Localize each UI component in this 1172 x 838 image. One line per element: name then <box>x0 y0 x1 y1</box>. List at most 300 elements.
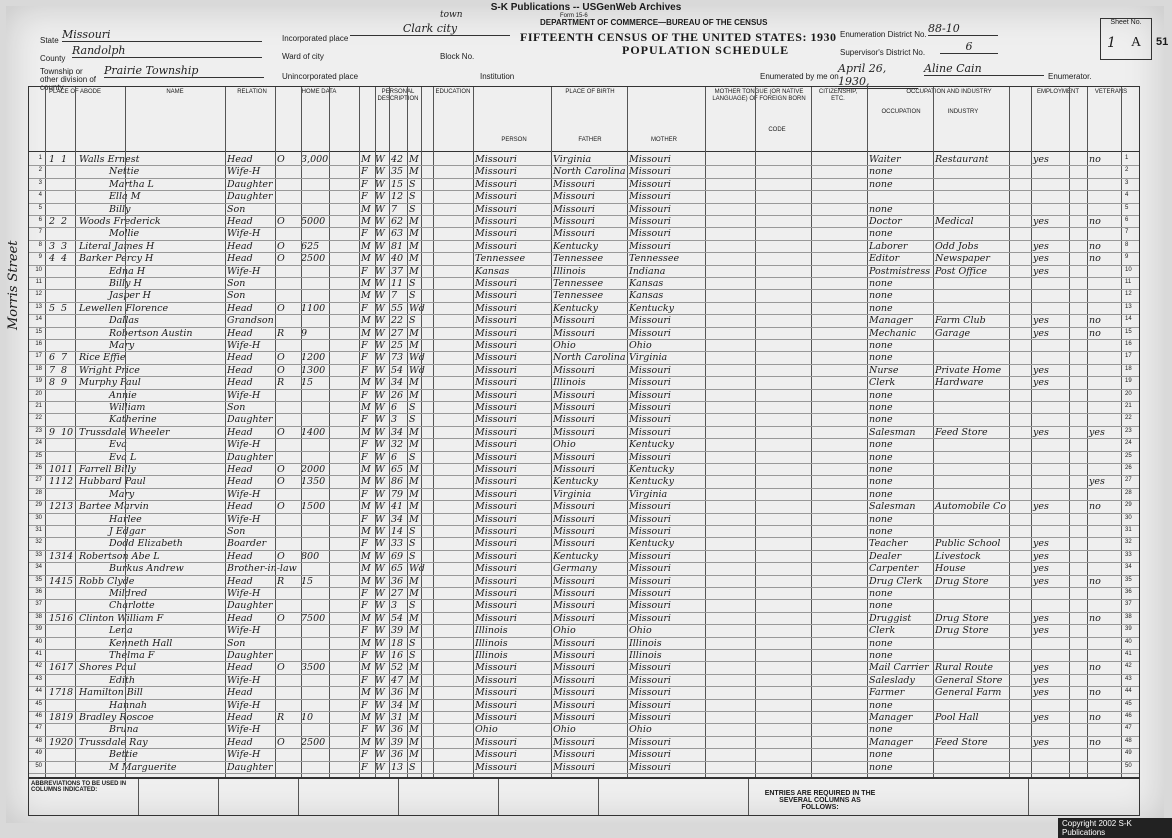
employed: yes <box>1033 625 1049 637</box>
birthplace-mother: Missouri <box>629 662 671 674</box>
relation: Daughter <box>227 600 273 612</box>
age: 69 <box>391 550 404 562</box>
line-number-right: 12 <box>1125 291 1132 298</box>
birthplace-person: Missouri <box>475 749 517 761</box>
line-number-right: 37 <box>1125 601 1132 608</box>
marital-status: M <box>409 240 419 252</box>
line-number: 48 <box>35 737 42 744</box>
age: 11 <box>391 278 404 289</box>
industry: Livestock <box>935 550 981 562</box>
line-number-right: 38 <box>1125 613 1132 620</box>
marital-status: M <box>409 154 419 165</box>
person-name: Lewellen Florence <box>79 302 169 314</box>
relation: Daughter <box>227 178 273 190</box>
line-number-right: 1 <box>1125 155 1129 161</box>
sheet-number-box <box>1100 18 1152 60</box>
supervisor-value: 6 <box>940 40 998 54</box>
birthplace-father: Kentucky <box>553 476 598 488</box>
birthplace-person: Missouri <box>475 278 517 289</box>
marital-status: M <box>409 712 419 723</box>
occupation: none <box>869 389 893 401</box>
sex: M <box>361 315 371 327</box>
relation: Head <box>227 364 253 376</box>
employed: yes <box>1033 687 1049 699</box>
relation: Wife-H <box>227 724 261 736</box>
birthplace-person: Missouri <box>475 538 517 550</box>
family-number: 3 <box>61 240 68 252</box>
line-number: 41 <box>35 651 42 657</box>
birthplace-mother: Missouri <box>629 315 671 327</box>
marital-status: S <box>409 761 416 773</box>
race: W <box>375 662 385 674</box>
birthplace-person: Missouri <box>475 302 517 314</box>
dwelling-number: 8 <box>49 377 56 389</box>
relation: Daughter <box>227 761 273 773</box>
relation: Head <box>227 426 253 438</box>
table-row-divider <box>29 525 1139 526</box>
home-value: 2500 <box>301 253 326 265</box>
occupation: Editor <box>869 253 900 265</box>
age: 3 <box>391 414 398 426</box>
birthplace-person: Missouri <box>475 426 517 438</box>
age: 15 <box>391 178 404 190</box>
line-number-right: 7 <box>1125 229 1129 236</box>
employed: yes <box>1033 240 1049 252</box>
occupation: none <box>869 166 893 178</box>
relation: Head <box>227 154 253 165</box>
dwelling-number: 7 <box>49 364 56 376</box>
occupation: Carpenter <box>869 563 919 575</box>
employed: yes <box>1033 154 1049 165</box>
age: 39 <box>391 625 404 637</box>
relation: Head <box>227 550 253 562</box>
relation: Wife-H <box>227 749 261 761</box>
birthplace-mother: Missouri <box>629 377 671 389</box>
birthplace-father: Missouri <box>553 699 595 711</box>
person-name: Katherine <box>109 414 157 426</box>
table-row-divider <box>29 364 1139 365</box>
birthplace-mother: Missouri <box>629 526 671 537</box>
sex: M <box>361 712 371 723</box>
sex: F <box>361 588 368 599</box>
line-number: 10 <box>35 266 42 273</box>
industry: Automobile Co <box>935 501 1007 513</box>
table-row-divider <box>29 699 1139 700</box>
sex: F <box>361 488 368 500</box>
col-employment: EMPLOYMENT <box>1036 89 1079 95</box>
sheet-label: Sheet No. <box>1110 19 1142 26</box>
line-number: 46 <box>35 713 42 719</box>
marital-status: M <box>409 253 419 265</box>
line-number: 18 <box>35 365 42 372</box>
line-number-right: 46 <box>1125 713 1132 719</box>
relation: Boarder <box>227 538 267 550</box>
occupation: Mail Carrier <box>869 662 929 674</box>
col-education: EDUCATION <box>435 89 471 95</box>
marital-status: S <box>409 402 416 413</box>
enumerator-name: Aline Cain <box>924 62 1044 76</box>
home-tenure: O <box>277 154 285 165</box>
sex: F <box>361 352 368 364</box>
occupation: none <box>869 352 893 364</box>
line-number: 19 <box>35 378 42 385</box>
line-number-right: 19 <box>1125 378 1132 385</box>
marital-status: M <box>409 575 419 587</box>
line-number: 39 <box>35 626 42 633</box>
relation: Son <box>227 402 246 413</box>
line-number-right: 50 <box>1125 762 1132 769</box>
relation: Wife-H <box>227 625 261 637</box>
marital-status: M <box>409 439 419 451</box>
age: 6 <box>391 402 398 413</box>
abbrev-title: ABBREVIATIONS TO BE USED IN COLUMNS INDICATED: <box>29 779 139 815</box>
birthplace-mother: Ohio <box>629 340 652 351</box>
person-name: Nettie <box>109 166 140 178</box>
line-number-right: 9 <box>1125 254 1129 261</box>
birthplace-father: Missouri <box>553 513 595 525</box>
occupation: Waiter <box>869 154 901 165</box>
sheet-side: A <box>1131 35 1142 50</box>
birthplace-mother: Ohio <box>629 724 652 736</box>
employed: yes <box>1033 216 1049 227</box>
race: W <box>375 315 385 327</box>
industry: House <box>935 563 966 575</box>
race: W <box>375 327 385 339</box>
birthplace-mother: Missouri <box>629 563 671 575</box>
age: 79 <box>391 488 404 500</box>
employed: yes <box>1033 674 1049 686</box>
person-name: Mary <box>109 488 135 500</box>
race: W <box>375 761 385 773</box>
sex: F <box>361 674 368 686</box>
population-schedule-table <box>28 86 1140 778</box>
table-row-divider <box>29 562 1139 563</box>
birthplace-father: Ohio <box>553 340 576 351</box>
person-name: Bruna <box>109 724 139 736</box>
birthplace-father: Ohio <box>553 625 576 637</box>
employed: yes <box>1033 662 1049 674</box>
birthplace-father: Missouri <box>553 364 595 376</box>
birthplace-person: Kansas <box>475 265 510 277</box>
industry: Restaurant <box>935 154 989 165</box>
birthplace-mother: Missouri <box>629 228 671 240</box>
family-number: 5 <box>61 302 68 314</box>
race: W <box>375 166 385 178</box>
sex: M <box>361 240 371 252</box>
table-row-divider <box>29 537 1139 538</box>
person-name: Burkus Andrew <box>109 563 184 575</box>
sex: F <box>361 414 368 426</box>
line-number-right: 29 <box>1125 502 1132 509</box>
line-number-right: 31 <box>1125 527 1132 533</box>
sex: M <box>361 154 371 165</box>
race: W <box>375 563 385 575</box>
footer-box-1 <box>139 779 219 815</box>
occupation: Postmistress <box>869 265 931 277</box>
sex: F <box>361 625 368 637</box>
race: W <box>375 724 385 736</box>
family-number: 15 <box>61 575 74 587</box>
relation: Head <box>227 736 253 748</box>
industry: Odd Jobs <box>935 240 979 252</box>
footer-box-7 <box>879 779 1029 815</box>
footer-box-4 <box>399 779 499 815</box>
person-name: Eva <box>109 439 127 451</box>
family-number: 14 <box>61 550 74 562</box>
sex: F <box>361 600 368 612</box>
birthplace-mother: Kentucky <box>629 439 674 451</box>
age: 86 <box>391 476 404 488</box>
birthplace-father: Tennessee <box>553 278 604 289</box>
birthplace-mother: Missouri <box>629 191 671 203</box>
family-number: 9 <box>61 377 68 389</box>
occupation: none <box>869 402 893 413</box>
home-value: 15 <box>301 377 314 389</box>
township-value: Prairie Township <box>104 64 264 78</box>
occupation: Doctor <box>869 216 902 227</box>
table-row-divider <box>29 265 1139 266</box>
table-row-divider <box>29 413 1139 414</box>
race: W <box>375 426 385 438</box>
birthplace-person: Missouri <box>475 154 517 165</box>
birthplace-father: Tennessee <box>553 290 604 302</box>
age: 36 <box>391 749 404 761</box>
table-row-divider <box>29 351 1139 352</box>
race: W <box>375 265 385 277</box>
birthplace-mother: Tennessee <box>629 253 680 265</box>
industry: Drug Store <box>935 612 989 624</box>
occupation: Dealer <box>869 550 902 562</box>
line-number-right: 44 <box>1125 688 1132 695</box>
dwelling-number: 9 <box>49 426 56 438</box>
line-number-right: 32 <box>1125 539 1132 546</box>
age: 27 <box>391 327 404 339</box>
age: 41 <box>391 501 404 513</box>
relation: Head <box>227 253 253 265</box>
veteran: no <box>1089 736 1101 748</box>
schedule-title: POPULATION SCHEDULE <box>622 43 790 57</box>
race: W <box>375 550 385 562</box>
line-number: 37 <box>35 601 42 608</box>
col-home-data: HOME DATA <box>301 89 337 95</box>
home-value: 3,000 <box>301 154 329 165</box>
marital-status: S <box>409 650 416 661</box>
sex: F <box>361 749 368 761</box>
birthplace-mother: Kansas <box>629 290 664 302</box>
person-name: Mildred <box>109 588 148 599</box>
veteran: no <box>1089 687 1101 699</box>
age: 32 <box>391 439 404 451</box>
line-number: 12 <box>35 291 42 298</box>
sex: M <box>361 687 371 699</box>
marital-status: Wd <box>409 563 425 575</box>
enumerator-suffix: Enumerator. <box>1048 72 1092 81</box>
line-number: 16 <box>35 341 42 347</box>
line-number-right: 28 <box>1125 489 1132 496</box>
line-number: 50 <box>35 762 42 769</box>
birthplace-father: Missouri <box>553 612 595 624</box>
birthplace-father: Tennessee <box>553 253 604 265</box>
birthplace-father: Virginia <box>553 154 592 165</box>
age: 37 <box>391 265 404 277</box>
employed: yes <box>1033 538 1049 550</box>
birthplace-person: Missouri <box>475 340 517 351</box>
birthplace-person: Missouri <box>475 166 517 178</box>
birthplace-mother: Missouri <box>629 699 671 711</box>
employed: yes <box>1033 563 1049 575</box>
occupation: Druggist <box>869 612 912 624</box>
occupation: none <box>869 302 893 314</box>
birthplace-mother: Virginia <box>629 488 668 500</box>
home-value: 3500 <box>301 662 326 674</box>
birthplace-person: Missouri <box>475 600 517 612</box>
sex: M <box>361 736 371 748</box>
birthplace-mother: Missouri <box>629 402 671 413</box>
birthplace-mother: Missouri <box>629 364 671 376</box>
birthplace-mother: Missouri <box>629 600 671 612</box>
marital-status: Wd <box>409 352 425 364</box>
marital-status: S <box>409 278 416 289</box>
home-tenure: R <box>277 377 285 389</box>
sex: F <box>361 178 368 190</box>
race: W <box>375 674 385 686</box>
occupation: none <box>869 464 893 475</box>
table-row-divider <box>29 451 1139 452</box>
subhdr-code: CODE <box>768 127 786 133</box>
birthplace-father: Missouri <box>553 575 595 587</box>
birthplace-person: Missouri <box>475 377 517 389</box>
table-row-divider <box>29 661 1139 662</box>
line-number-right: 48 <box>1125 737 1132 744</box>
sex: M <box>361 426 371 438</box>
marital-status: M <box>409 464 419 475</box>
race: W <box>375 513 385 525</box>
relation: Wife-H <box>227 228 261 240</box>
person-name: Hamilton Bill <box>79 687 143 699</box>
marital-status: M <box>409 699 419 711</box>
age: 26 <box>391 389 404 401</box>
col-place-of-birth: PLACE OF BIRTH <box>565 89 615 95</box>
sex: F <box>361 364 368 376</box>
race: W <box>375 240 385 252</box>
relation: Son <box>227 637 246 649</box>
table-row-divider <box>29 178 1139 179</box>
race: W <box>375 352 385 364</box>
line-number-right: 33 <box>1125 551 1132 558</box>
birthplace-father: Missouri <box>553 538 595 550</box>
person-name: Dodd Elizabeth <box>109 538 183 550</box>
birthplace-mother: Missouri <box>629 216 671 227</box>
industry: Feed Store <box>935 736 988 748</box>
line-number-right: 26 <box>1125 465 1132 471</box>
footer-box-2 <box>219 779 299 815</box>
birthplace-person: Missouri <box>475 203 517 215</box>
family-number: 4 <box>61 253 68 265</box>
person-name: Jasper H <box>109 290 151 302</box>
home-tenure: O <box>277 662 285 674</box>
birthplace-mother: Missouri <box>629 712 671 723</box>
person-name: Martha L <box>109 178 154 190</box>
dwelling-number: 17 <box>49 687 62 699</box>
table-row-divider <box>29 711 1139 712</box>
age: 55 <box>391 302 404 314</box>
state-label: State <box>40 36 59 45</box>
race: W <box>375 191 385 203</box>
employed: yes <box>1033 327 1049 339</box>
relation: Son <box>227 203 246 215</box>
footer-box-6 <box>599 779 749 815</box>
line-number: 20 <box>35 390 42 397</box>
sex: F <box>361 302 368 314</box>
marital-status: M <box>409 476 419 488</box>
marital-status: S <box>409 637 416 649</box>
birthplace-father: Virginia <box>553 488 592 500</box>
race: W <box>375 340 385 351</box>
occupation: Manager <box>869 712 913 723</box>
relation: Daughter <box>227 451 273 463</box>
home-tenure: O <box>277 253 285 265</box>
department-heading: DEPARTMENT OF COMMERCE—BUREAU OF THE CENSUS <box>540 18 768 27</box>
veteran: no <box>1089 240 1101 252</box>
age: 65 <box>391 563 404 575</box>
line-number-right: 35 <box>1125 576 1132 583</box>
race: W <box>375 464 385 475</box>
person-name: Lena <box>109 625 133 637</box>
age: 65 <box>391 464 404 475</box>
line-number-right: 30 <box>1125 514 1132 521</box>
line-number: 11 <box>35 279 42 285</box>
birthplace-father: Missouri <box>553 414 595 426</box>
birthplace-mother: Missouri <box>629 736 671 748</box>
race: W <box>375 178 385 190</box>
birthplace-father: Kentucky <box>553 302 598 314</box>
age: 52 <box>391 662 404 674</box>
birthplace-person: Missouri <box>475 687 517 699</box>
line-number: 31 <box>35 527 42 533</box>
person-name: Trussdale Ray <box>79 736 148 748</box>
birthplace-person: Missouri <box>475 464 517 475</box>
person-name: Edna H <box>109 265 146 277</box>
industry: Medical <box>935 216 974 227</box>
age: 35 <box>391 166 404 178</box>
occupation: none <box>869 526 893 537</box>
industry: Post Office <box>935 265 987 277</box>
table-row-divider <box>29 488 1139 489</box>
birthplace-mother: Ohio <box>629 625 652 637</box>
dwelling-number: 11 <box>49 476 62 488</box>
occupation: Saleslady <box>869 674 915 686</box>
table-row-divider <box>29 500 1139 501</box>
person-name: Shores Paul <box>79 662 137 674</box>
line-number: 9 <box>38 254 42 261</box>
home-tenure: O <box>277 476 285 488</box>
birthplace-father: Missouri <box>553 650 595 661</box>
occupation: Teacher <box>869 538 908 550</box>
marital-status: M <box>409 612 419 624</box>
subhdr-father: FATHER <box>578 137 602 143</box>
age: 36 <box>391 724 404 736</box>
age: 7 <box>391 203 398 215</box>
birthplace-person: Missouri <box>475 712 517 723</box>
birthplace-person: Missouri <box>475 674 517 686</box>
occupation: none <box>869 451 893 463</box>
family-number: 17 <box>61 662 74 674</box>
age: 18 <box>391 637 404 649</box>
county-label: County <box>40 54 66 63</box>
relation: Head <box>227 377 253 389</box>
race: W <box>375 712 385 723</box>
birthplace-mother: Kentucky <box>629 464 674 475</box>
